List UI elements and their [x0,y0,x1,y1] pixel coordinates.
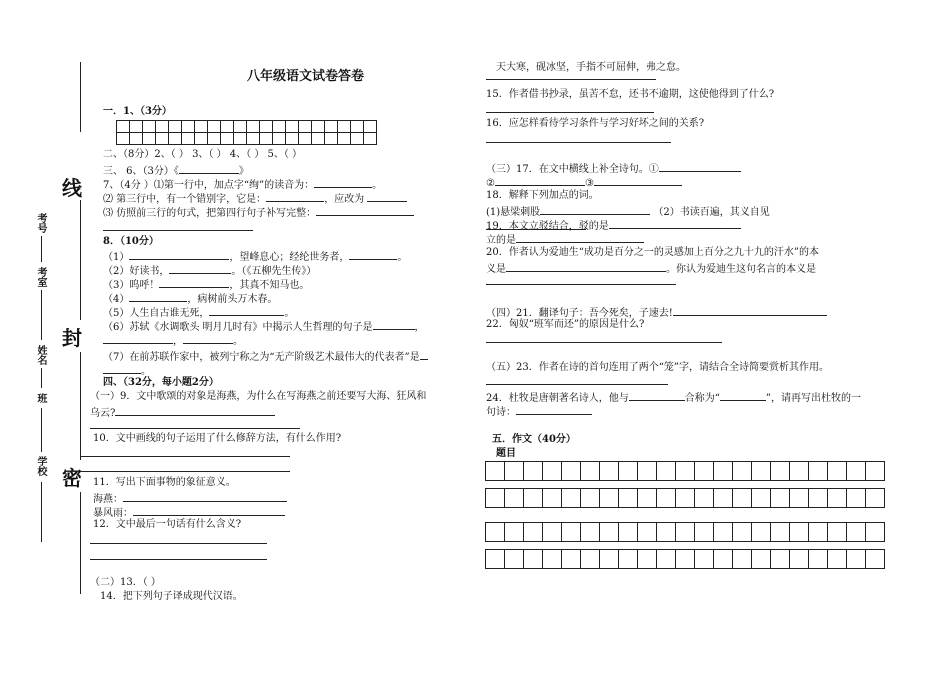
answer-blank[interactable] [103,333,173,344]
question-15: 15．作者借书抄录，虽苦不怠，还书不逾期，这使他得到了什么? [486,89,775,100]
grid-cell[interactable] [486,550,505,569]
answer-grid[interactable] [116,120,377,145]
grid-cell[interactable] [733,462,752,481]
answer-blank[interactable] [266,191,324,202]
grid-cell[interactable] [273,133,286,145]
grid-cell[interactable] [771,523,790,542]
question-17: （三）17．在文中横线上补全诗句。① [486,161,741,176]
question-20: 20．作者认为爱迪生“成功是百分之一的灵感加上百分之九十九的汗水”的本 [486,247,819,258]
question-9-cont: 乌云? [90,405,275,420]
grid-cell[interactable] [338,121,351,133]
grid-cell[interactable] [195,133,208,145]
grid-cell[interactable] [600,523,619,542]
question-8-4: （4） ，病树前头万木春。 [103,291,277,306]
answer-blank[interactable] [516,404,592,415]
answer-blank[interactable] [314,177,372,188]
grid-cell[interactable] [505,523,524,542]
grid-cell[interactable] [600,462,619,481]
grid-cell[interactable] [247,121,260,133]
grid-cell[interactable] [208,133,221,145]
field-line [41,368,42,388]
grid-cell[interactable] [562,462,581,481]
field-line [41,482,42,542]
question-7-3: ⑶ 仿照前三行的句式，把第四行句子补写完整： [103,205,414,220]
grid-cell[interactable] [221,121,234,133]
answer-blank[interactable] [316,205,414,216]
grid-cell[interactable] [790,550,809,569]
grid-cell[interactable] [364,133,377,145]
question-16: 16．应怎样看待学习条件与学习好坏之间的关系? [486,118,705,129]
question-13: （二）13．（ ） [90,577,161,588]
field-line [41,290,42,340]
section-one-title: 一．1、（3分） [103,106,172,117]
grid-cell[interactable] [312,121,325,133]
essay-grid-row[interactable] [485,461,885,481]
grid-cell[interactable] [117,121,130,133]
answer-line[interactable] [90,559,267,560]
grid-cell[interactable] [771,489,790,508]
question-10: 10．文中画线的句子运用了什么修辞方法，有什么作用? [93,433,342,444]
grid-cell[interactable] [338,133,351,145]
grid-cell[interactable] [312,133,325,145]
answer-blank[interactable] [495,175,585,186]
grid-cell[interactable] [657,550,676,569]
section-four-title: 四、（32分，每小题2分） [103,377,219,388]
question-11-b: 暴风雨： [93,505,285,520]
grid-cell[interactable] [638,550,657,569]
grid-cell[interactable] [619,523,638,542]
question-14-text: 天大寒，砚冰坚，手指不可屈伸，弗之怠。 [496,62,686,73]
grid-cell[interactable] [273,121,286,133]
grid-cell[interactable] [581,462,600,481]
grid-cell[interactable] [130,121,143,133]
grid-cell[interactable] [638,523,657,542]
answer-blank[interactable] [349,249,397,260]
grid-cell[interactable] [657,462,676,481]
question-8-7: （7）在前苏联作家中，被列宁称之为“无产阶级艺术最伟大的代表者”是 [103,349,428,364]
answer-blank[interactable] [420,349,428,360]
grid-cell[interactable] [657,523,676,542]
grid-cell[interactable] [117,133,130,145]
grid-cell[interactable] [866,462,885,481]
grid-cell[interactable] [619,462,638,481]
grid-cell[interactable] [351,121,364,133]
grid-cell[interactable] [182,121,195,133]
grid-cell[interactable] [260,133,273,145]
grid-cell[interactable] [130,133,143,145]
grid-cell[interactable] [208,121,221,133]
grid-cell[interactable] [143,121,156,133]
answer-blank[interactable] [183,333,233,344]
grid-cell[interactable] [562,523,581,542]
grid-cell[interactable] [221,133,234,145]
question-8-6: （6）苏轼《水调歌头 明月几时有》中揭示人生哲理的句子是 ， [103,319,425,334]
question-18: 18．解释下列加点的词。 [486,190,599,201]
answer-blank[interactable] [673,305,827,316]
grid-cell[interactable] [486,489,505,508]
grid-cell[interactable] [866,489,885,508]
grid-cell[interactable] [505,462,524,481]
answer-line[interactable] [486,142,671,143]
answer-blank[interactable] [129,291,187,302]
answer-line[interactable] [486,342,722,343]
grid-cell[interactable] [524,523,543,542]
answer-blank[interactable] [209,305,284,316]
grid-cell[interactable] [260,121,273,133]
answer-line[interactable] [486,112,654,113]
answer-blank[interactable] [169,263,231,274]
grid-cell[interactable] [234,121,247,133]
grid-cell[interactable] [866,550,885,569]
question-8-title: 8．（10分） [103,236,159,247]
grid-cell[interactable] [156,121,169,133]
binding-line [80,200,81,320]
grid-cell[interactable] [638,489,657,508]
answer-blank[interactable] [720,390,766,401]
answer-line[interactable] [80,471,290,472]
grid-cell[interactable] [695,489,714,508]
question-7-1: 7、（4分 ）⑴第一行中，加点字“绚”的读音为： 。 [103,177,382,192]
question-8-2: （2）好读书， 。（《五柳先生传》） [103,263,316,278]
grid-cell[interactable] [714,489,733,508]
grid-cell[interactable] [505,489,524,508]
answer-line[interactable] [90,428,300,429]
answer-blank[interactable] [123,491,287,502]
question-20-cont: 义是 。你认为爱迪生这句名言的本义是 [486,261,816,276]
grid-cell[interactable] [195,121,208,133]
grid-cell[interactable] [505,550,524,569]
binding-line [80,352,81,460]
answer-blank[interactable] [179,163,239,174]
grid-cell[interactable] [543,462,562,481]
grid-cell[interactable] [714,462,733,481]
grid-cell[interactable] [809,489,828,508]
grid-cell[interactable] [524,462,543,481]
label-kaohao: 考号 [35,213,46,233]
grid-cell[interactable] [543,489,562,508]
grid-cell[interactable] [733,550,752,569]
answer-blank[interactable] [659,161,741,172]
question-7-2: ⑵ 第三行中，有一个错别字，它是： ，应改为 [103,191,407,206]
grid-cell[interactable] [619,489,638,508]
grid-cell[interactable] [714,523,733,542]
page-title: 八年级语文试卷答卷 [247,69,365,84]
question-21: （四）21．翻译句子：吾今死矣，子速去! [486,305,827,320]
binding-line [80,492,81,594]
grid-cell[interactable] [752,489,771,508]
grid-cell[interactable] [828,550,847,569]
margin-char-feng: 封 [62,326,82,350]
grid-cell[interactable] [156,133,169,145]
grid-cell[interactable] [828,523,847,542]
question-8-7-cont: 。 [103,363,151,378]
answer-blank[interactable] [609,218,741,229]
question-8-3: （3）呜呼！ ，其真不知马也。 [103,277,309,292]
answer-blank[interactable] [373,319,415,330]
answer-line[interactable] [486,384,668,385]
grid-cell[interactable] [486,523,505,542]
section-three: 三、 6、（3分）《 》 [103,163,249,178]
grid-cell[interactable] [524,489,543,508]
grid-cell[interactable] [299,133,312,145]
grid-cell[interactable] [847,462,866,481]
question-8-1: （1） ，望峰息心；经纶世务者， 。 [103,249,407,264]
question-8-5: （5）人生自古谁无死， 。 [103,305,294,320]
answer-line[interactable] [80,456,290,457]
grid-cell[interactable] [169,133,182,145]
margin-char-xian: 线 [62,176,82,200]
answer-blank[interactable] [159,277,229,288]
grid-cell[interactable] [752,462,771,481]
grid-cell[interactable] [752,550,771,569]
grid-cell[interactable] [809,523,828,542]
grid-cell[interactable] [809,462,828,481]
answer-blank[interactable] [540,204,650,215]
answer-blank[interactable] [133,505,285,516]
grid-cell[interactable] [847,523,866,542]
label-kaoshi: 考室 [35,267,46,287]
grid-cell[interactable] [581,489,600,508]
answer-line[interactable] [486,284,676,285]
essay-grid-row[interactable] [485,549,885,569]
answer-blank[interactable] [367,191,407,202]
field-line [41,236,42,262]
question-14: 14．把下列句子译成现代汉语。 [100,591,243,602]
grid-cell[interactable] [638,462,657,481]
field-line [41,408,42,452]
question-19-cont: 立的是 [486,232,644,247]
grid-cell[interactable] [771,550,790,569]
grid-cell[interactable] [543,523,562,542]
grid-cell[interactable] [752,523,771,542]
question-22: 22．匈奴“班军而还”的原因是什么? [486,319,645,330]
answer-blank[interactable] [516,232,644,243]
grid-cell[interactable] [562,550,581,569]
grid-cell[interactable] [619,550,638,569]
grid-cell[interactable] [847,489,866,508]
answer-line[interactable] [486,79,656,80]
question-9: （一）9．文中歌颂的对象是海燕，为什么在写海燕之前还要写大海、狂风和 [90,391,427,402]
grid-cell[interactable] [733,523,752,542]
question-23: （五）23．作者在诗的首句连用了两个“笼”字，请结合全诗简要赏析其作用。 [486,362,829,373]
label-xuexiao: 学校 [35,456,46,476]
grid-cell[interactable] [234,133,247,145]
grid-cell[interactable] [299,121,312,133]
grid-cell[interactable] [828,489,847,508]
answer-blank[interactable] [103,363,141,374]
grid-cell[interactable] [790,489,809,508]
grid-cell[interactable] [695,523,714,542]
grid-cell[interactable] [790,523,809,542]
grid-cell[interactable] [286,133,299,145]
grid-cell[interactable] [809,550,828,569]
answer-blank[interactable] [594,175,682,186]
grid-cell[interactable] [771,462,790,481]
grid-cell[interactable] [733,489,752,508]
grid-cell[interactable] [169,121,182,133]
answer-blank[interactable] [506,261,666,272]
grid-cell[interactable] [676,462,695,481]
grid-cell[interactable] [581,550,600,569]
grid-cell[interactable] [143,133,156,145]
section-two: 二、（8分）2、（ ） 3、（ ） 4、（ ） 5、（ ） [103,149,303,160]
essay-grid-row[interactable] [485,522,885,542]
question-8-6-cont: ， 。 [103,333,243,348]
grid-cell[interactable] [600,489,619,508]
question-19: 19．本文立驳结合，驳的是 [486,218,741,233]
grid-cell[interactable] [695,462,714,481]
grid-cell[interactable] [676,523,695,542]
grid-cell[interactable] [866,523,885,542]
grid-cell[interactable] [524,550,543,569]
grid-cell[interactable] [600,550,619,569]
grid-cell[interactable] [364,121,377,133]
binding-line [80,62,81,132]
grid-cell[interactable] [182,133,195,145]
grid-cell[interactable] [790,462,809,481]
grid-cell[interactable] [847,550,866,569]
label-ban: 班 [35,393,46,403]
grid-cell[interactable] [581,523,600,542]
section-five-title: 五．作文（40分） [492,434,576,445]
question-24-cont: 句诗： [486,404,592,419]
grid-cell[interactable] [286,121,299,133]
question-11-a: 海燕： [93,491,287,506]
question-18-items: (1)悬梁刺股 （2）书读百遍，其义自见 [486,204,770,219]
answer-blank[interactable] [129,249,229,260]
grid-cell[interactable] [486,462,505,481]
grid-cell[interactable] [562,489,581,508]
answer-line[interactable] [90,543,267,544]
answer-line[interactable] [103,230,253,231]
grid-cell[interactable] [714,550,733,569]
grid-cell[interactable] [351,133,364,145]
grid-cell[interactable] [676,489,695,508]
grid-cell[interactable] [247,133,260,145]
question-11: 11．写出下面事物的象征意义。 [93,477,236,488]
grid-cell[interactable] [543,550,562,569]
question-24: 24．杜牧是唐朝著名诗人，他与 合称为“ ”，请再写出杜牧的一 [486,390,861,405]
grid-cell[interactable] [676,550,695,569]
grid-cell[interactable] [657,489,676,508]
essay-title-label: 题目 [496,448,516,459]
margin-char-mi: 密 [62,466,82,490]
grid-cell[interactable] [325,121,338,133]
grid-cell[interactable] [695,550,714,569]
question-17-cont: ② ③ [486,175,682,190]
answer-blank[interactable] [629,390,685,401]
grid-cell[interactable] [828,462,847,481]
question-12: 12．文中最后一句话有什么含义? [93,519,242,530]
essay-grid-row[interactable] [485,488,885,508]
label-xingming: 姓名 [35,345,46,365]
grid-cell[interactable] [325,133,338,145]
answer-blank[interactable] [115,405,275,416]
